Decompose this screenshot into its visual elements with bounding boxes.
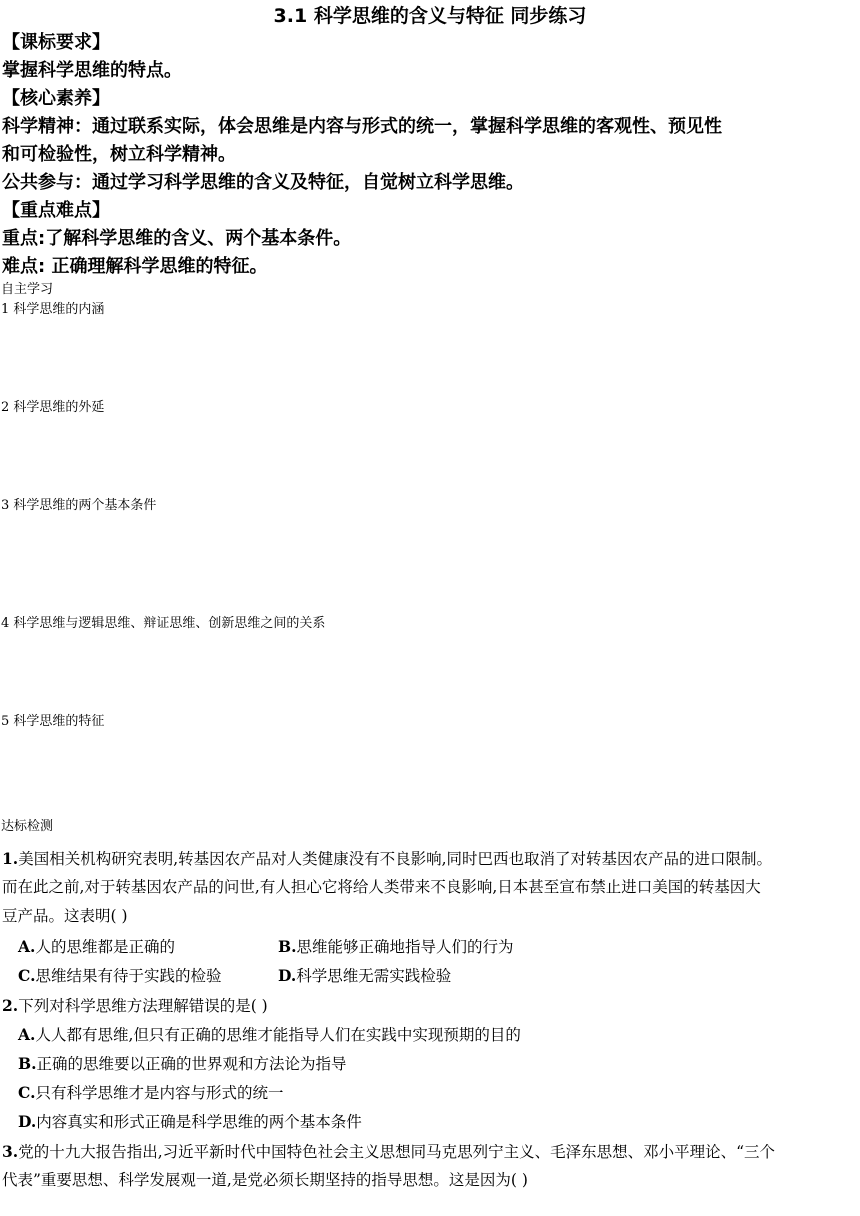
option-text: 只有科学思维才是内容与形式的统一 [35, 1084, 284, 1102]
section-heading-hexin: 【核心素养】 [2, 88, 110, 109]
question-2-option-a [18, 1020, 521, 1050]
option-letter: A. [18, 937, 36, 956]
question-2-option-d [18, 1107, 362, 1137]
question-1-option-b [278, 932, 514, 962]
question-3-number: 3. [2, 1142, 19, 1161]
question-1-line-3: 豆产品。这表明( ) [2, 907, 128, 925]
kebiao-text: 掌握科学思维的特点。 [2, 60, 182, 81]
question-2-text: 下列对科学思维方法理解错误的是( ) [18, 997, 268, 1015]
question-1-line-2: 而在此之前,对于转基因农产品的问世,有人担心它将给人类带来不良影响,日本甚至宣布禁止进口美国的转基因大 [2, 878, 761, 896]
page-title: 3.1 科学思维的含义与特征 同步练习 [273, 5, 587, 27]
question-1-option-a [18, 932, 175, 962]
test-heading: 达标检测 [1, 819, 54, 834]
self-study-item-5: 5 科学思维的特征 [1, 714, 105, 729]
option-text: 思维结果有待于实践的检验 [35, 967, 222, 985]
option-letter: D. [18, 1112, 37, 1131]
question-1-line-1 [2, 844, 860, 874]
hexin-line-1: 科学精神：通过联系实际，体会思维是内容与形式的统一，掌握科学思维的客观性、预见性 [2, 116, 722, 137]
self-study-heading: 自主学习 [1, 282, 54, 297]
option-letter: C. [18, 1083, 36, 1102]
option-text: 正确的思维要以正确的世界观和方法论为指导 [36, 1055, 347, 1073]
question-1-number: 1. [2, 849, 19, 868]
zhongdian-line-1: 重点:了解科学思维的含义、两个基本条件。 [2, 228, 352, 249]
question-1-text-1: 美国相关机构研究表明,转基因农产品对人类健康没有不良影响,同时巴西也取消了对转基因农产品的进口限制。 [18, 850, 773, 868]
option-letter: C. [18, 966, 36, 985]
question-2-option-b [18, 1049, 347, 1079]
question-3-line-2: 代表”重要思想、科学发展观一道,是党必须长期坚持的指导思想。这是因为( ) [2, 1171, 528, 1189]
option-text: 人的思维都是正确的 [35, 938, 175, 956]
self-study-item-3: 3 科学思维的两个基本条件 [1, 498, 157, 513]
option-text: 思维能够正确地指导人们的行为 [296, 938, 514, 956]
question-1-option-c [18, 961, 221, 991]
option-letter: B. [18, 1054, 37, 1073]
option-text: 人人都有思维,但只有正确的思维才能指导人们在实践中实现预期的目的 [35, 1026, 521, 1044]
question-2-option-c [18, 1078, 283, 1108]
option-letter: D. [278, 966, 297, 985]
zhongdian-line-2: 难点: 正确理解科学思维的特征。 [2, 256, 268, 277]
option-text: 科学思维无需实践检验 [296, 967, 452, 985]
option-text: 内容真实和形式正确是科学思维的两个基本条件 [36, 1113, 362, 1131]
question-2-number: 2. [2, 996, 19, 1015]
question-1-option-d [278, 961, 451, 991]
question-3-line-1 [2, 1137, 860, 1167]
hexin-line-2: 和可检验性，树立科学精神。 [2, 144, 236, 165]
question-3-text-1: 党的十九大报告指出,习近平新时代中国特色社会主义思想同马克思列宁主义、毛泽东思想、邓小平理论、“三个 [18, 1143, 776, 1161]
hexin-line-3: 公共参与：通过学习科学思维的含义及特征，自觉树立科学思维。 [2, 172, 524, 193]
section-heading-kebiao: 【课标要求】 [2, 32, 110, 53]
option-letter: A. [18, 1025, 36, 1044]
question-2-line-1 [2, 991, 860, 1021]
self-study-item-1: 1 科学思维的内涵 [1, 302, 105, 317]
section-heading-zhongdian: 【重点难点】 [2, 200, 110, 221]
option-letter: B. [278, 937, 297, 956]
self-study-item-4: 4 科学思维与逻辑思维、辩证思维、创新思维之间的关系 [1, 616, 326, 631]
self-study-item-2: 2 科学思维的外延 [1, 400, 105, 415]
